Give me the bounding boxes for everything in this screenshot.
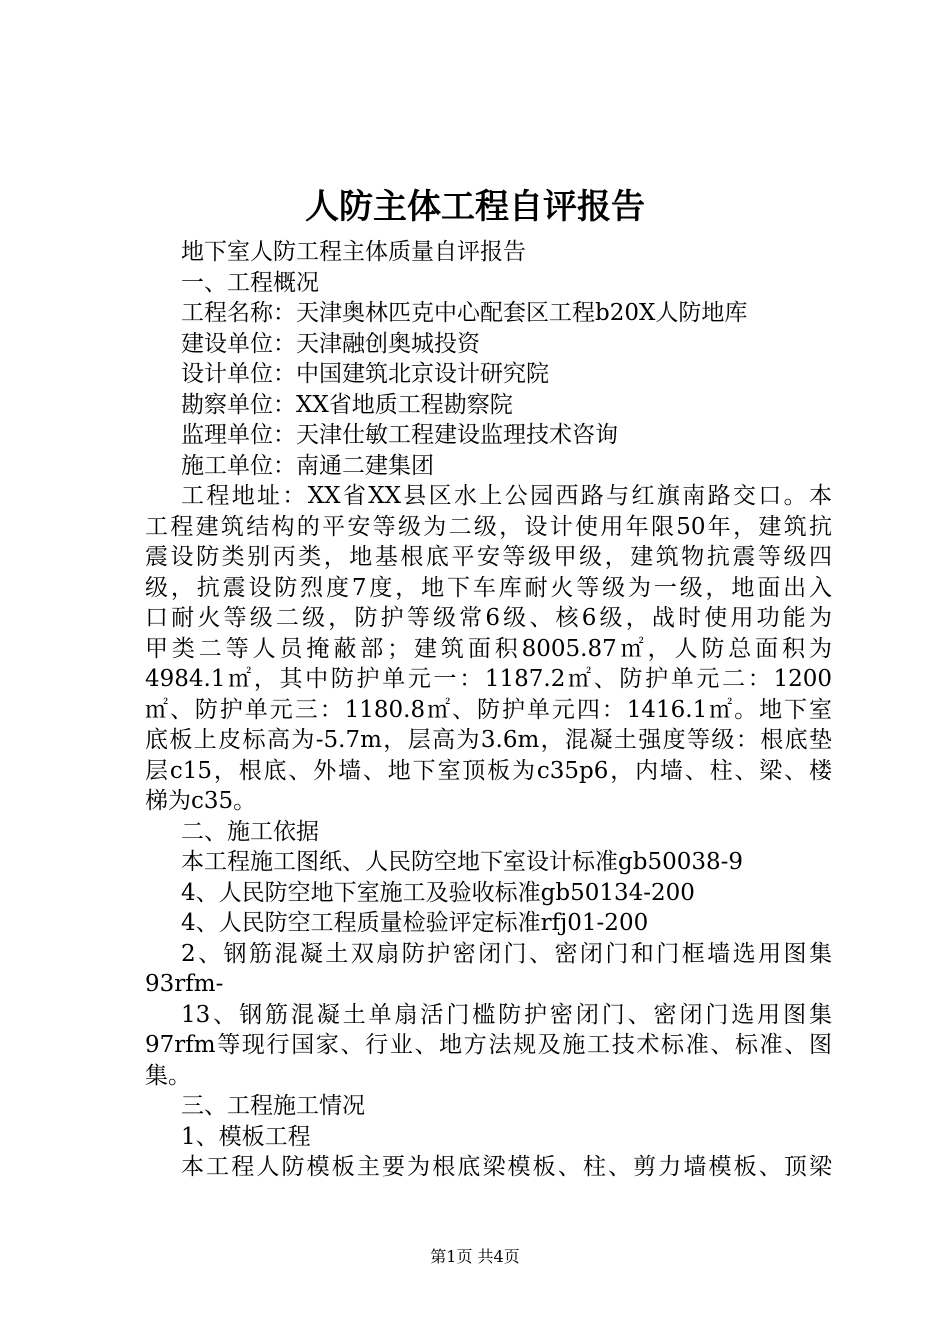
text-line: 梯为c35。 [145, 788, 257, 814]
text-line: 97rfm等现行国家、行业、地方法规及施工技术标准、标准、图 [145, 1032, 832, 1058]
text-line: 震设防类别丙类，地基根底平安等级甲级，建筑物抗震等级四 [145, 544, 832, 570]
text-line: 工程地址：XX省XX县区水上公园西路与红旗南路交口。本 [181, 483, 832, 509]
text-line: 工程名称：天津奥林匹克中心配套区工程b20X人防地库 [181, 300, 748, 326]
text-line: 本工程施工图纸、人民防空地下室设计标准gb50038-9 [181, 849, 744, 875]
text-line: 13、钢筋混凝土单扇活门槛防护密闭门、密闭门选用图集 [181, 1001, 832, 1028]
text-line: 地下室人防工程主体质量自评报告 [181, 239, 526, 265]
text-line: 集。 [145, 1062, 191, 1089]
text-line: 1、模板工程 [181, 1123, 311, 1150]
text-line: 一、工程概况 [181, 269, 319, 296]
text-line: 93rfm- [145, 971, 224, 997]
text-line: 设计单位：中国建筑北京设计研究院 [181, 361, 549, 387]
document-title: 人防主体工程自评报告 [305, 187, 645, 227]
text-line: 勘察单位：XX省地质工程勘察院 [181, 391, 513, 418]
text-line: 工程建筑结构的平安等级为二级，设计使用年限50年，建筑抗 [145, 513, 832, 540]
text-line: 4、人民防空地下室施工及验收标准gb50134-200 [181, 879, 695, 906]
text-line: 2、钢筋混凝土双扇防护密闭门、密闭门和门框墙选用图集 [181, 940, 832, 967]
text-line: 本工程人防模板主要为根底梁模板、柱、剪力墙模板、顶梁 [181, 1154, 832, 1180]
document-body [145, 237, 832, 1183]
text-line: 建设单位：天津融创奥城投资 [181, 330, 480, 357]
text-line: 口耐火等级二级，防护等级常6级、核6级，战时使用功能为 [145, 605, 832, 631]
page-footer: 第1页 共4页 [430, 1247, 520, 1266]
text-line: 4984.1㎡，其中防护单元一：1187.2㎡、防护单元二：1200 [145, 666, 832, 692]
text-line: 级，抗震设防烈度7度，地下车库耐火等级为一级，地面出入 [145, 574, 832, 601]
text-line: 施工单位：南通二建集团 [181, 452, 434, 479]
text-line: 监理单位：天津仕敏工程建设监理技术咨询 [181, 422, 618, 448]
text-line: 底板上皮标高为-5.7m，层高为3.6m，混凝土强度等级：根底垫 [145, 727, 832, 753]
text-line: 二、施工依据 [181, 818, 319, 845]
text-line: 层c15，根底、外墙、地下室顶板为c35p6，内墙、柱、梁、楼 [145, 757, 832, 784]
text-line: 4、人民防空工程质量检验评定标准rfj01-200 [181, 910, 649, 936]
text-line: ㎡、防护单元三：1180.8㎡、防护单元四：1416.1㎡。地下室 [145, 696, 832, 723]
text-line: 三、工程施工情况 [181, 1093, 365, 1119]
text-line: 甲类二等人员掩蔽部；建筑面积8005.87㎡，人防总面积为 [145, 635, 832, 662]
